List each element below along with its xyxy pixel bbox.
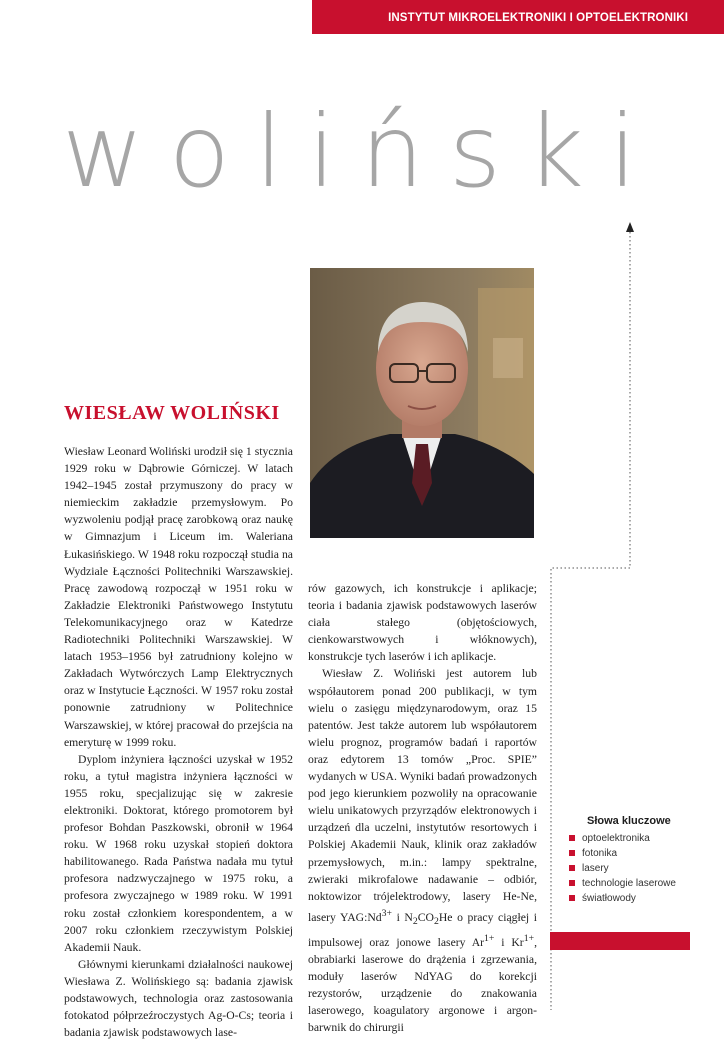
- keyword-item: fotonika: [569, 846, 699, 861]
- biography-right-column: [308, 580, 537, 1037]
- person-name-heading: WIESŁAW WOLIŃSKI: [64, 402, 280, 424]
- institute-title: INSTYTUT MIKROELEKTRONIKI I OPTOELEKTRONIKI: [388, 12, 688, 24]
- keywords-box: [569, 815, 699, 906]
- keywords-title: Słowa kluczowe: [587, 815, 671, 827]
- bio-paragraph: rów gazowych, ich konstrukcje i aplikacje; teoria i badania zjawisk podstawowych laserów ciała stałego (objętościowych, cienkowarstwowych i włóknowych), konstrukcje tych laserów i ich aplikacje.: [308, 582, 537, 664]
- keyword-item: światłowody: [569, 891, 699, 906]
- bio-paragraph: Wiesław Z. Woliński jest autorem lub współautorem ponad 200 publikacji, w tym wielu o zasięgu międzynarodowym, oraz 15 patentów. Jest także autorem lub współautorem wielu prognoz, programów badań i raportów oraz edytorem 13 tomów „Proc. SPIE” wydanych w USA. Wyniki badań prowadzonych pod jego kierunkiem pozwoliły na opracowanie wielu unikatowych przyrządów elektronowych i urządzeń dla uczelni, instytutów resortowych i Polskiej Akademii Nauk, klinik oraz zakładów przemysłowych, m.in.: lampy spektralne, zwieraki mikrofalowe nadawanie – odbiór, noktowizor trójelektrodowy, lasery He-Ne, lasery $YAG:Nd^{3+}$ i $N_2CO_2He$ o pracy ciągłej i impulsowej oraz jonowe lasery $Ar^{1+}$ i $Kr^{1+}$, obrabiarki laserowe do drążenia i zgrzewania, moduły laserów NdYAG do korekcji rezystorów, urządzenie do znakowania laserowego, koagulatory argonowe i argon-barwnik do chirurgii: [308, 667, 538, 1035]
- bio-paragraph: Wiesław Leonard Woliński urodził się 1 stycznia 1929 roku w Dąbrowie Górniczej. W latach 1942–1945 został przymuszony do pracy w niemieckim zakładzie przemysłowym. Po wyzwoleniu podjął pracę zarobkową oraz naukę w Gimnazjum i Liceum im. Waleriana Łukasińskiego. W 1948 roku rozpoczął studia na Wydziale Łączności Politechniki Warszawskiej. Pracę zawodową rozpoczął w 1951 roku w Zakładzie Elektroniki Państwowego Instytutu Telekomunikacyjnego oraz w Katedrze Radiotechniki Politechniki Warszawskiej. W latach 1953–1956 był zatrudniony kolejno w Zakładach Wytwórczych Lamp Elektrycznych oraz w Instytucie Łączności. W 1957 roku został ponownie zatrudniony w Politechnice Warszawskiej, w której pracował do przejścia na emeryturę w 1999 roku.: [64, 445, 293, 749]
- keyword-item: lasery: [569, 861, 699, 876]
- arrow-up-icon: [626, 222, 634, 232]
- surname-banner: woliński: [62, 93, 662, 210]
- keyword-item: technologie laserowe: [569, 876, 699, 891]
- bio-paragraph: Dyplom inżyniera łączności uzyskał w 1952 roku, a tytuł magistra inżyniera łączności w 1955 roku, specjalizując się w zakresie elektroniki. Doktorat, którego promotorem był profesor Bohdan Paszkowski, obronił w 1964 roku. W 1968 roku uzyskał stopień doktora habilitowanego. Rada Państwa nadała mu tytuł profesora nadzwyczajnego w 1975 roku, a profesora zwyczajnego w 1989 roku. W 1991 roku został członkiem korespondentem, a w 2007 roku członkiem rzeczywistym Polskiej Akademii Nauk.: [64, 752, 293, 954]
- keyword-item: optoelektronika: [569, 831, 699, 846]
- keywords-list: [569, 831, 699, 906]
- footer-accent-bar: [550, 932, 690, 950]
- biography-left-column: [64, 443, 293, 1041]
- portrait-photo: [310, 268, 534, 538]
- bio-paragraph: Głównymi kierunkami działalności naukowej Wiesława Z. Wolińskiego są: badania zjawisk podstawowych, technologia oraz zastosowania fotokatod półprzeźroczystych Ag-O-Cs; teoria i badania zjawisk podstawowych lase-: [64, 957, 293, 1040]
